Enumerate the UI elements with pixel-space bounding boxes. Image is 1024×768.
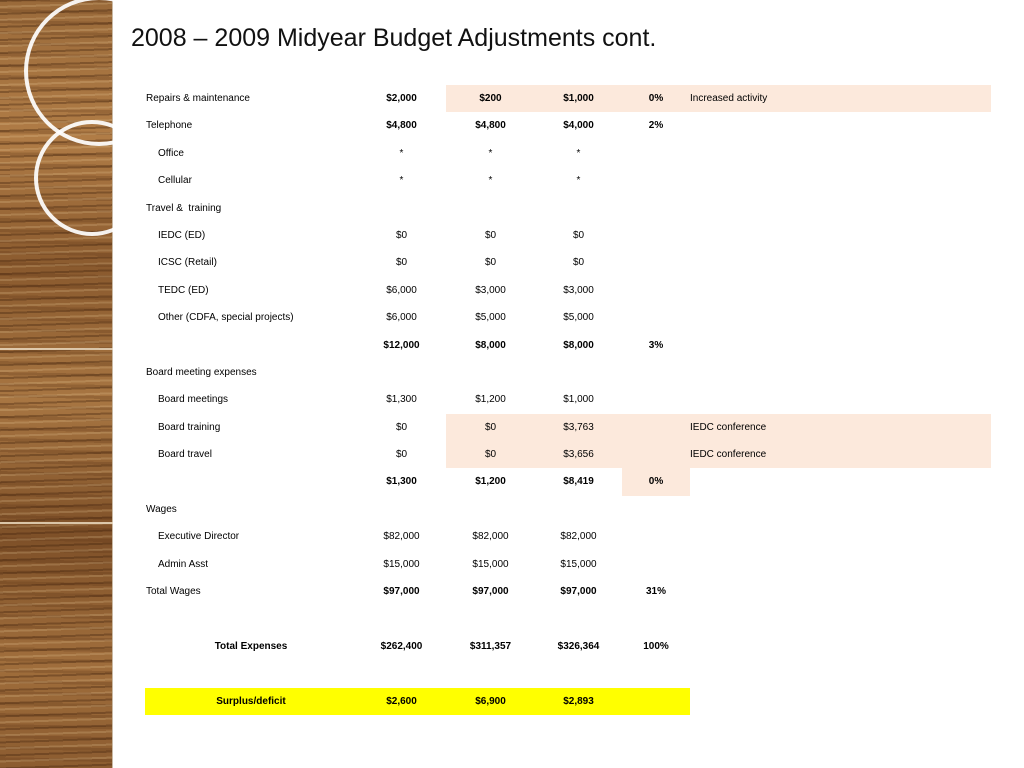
percent-cell [622, 551, 690, 578]
subtotal-row [145, 468, 991, 495]
value-col3: $97,000 [560, 586, 597, 598]
row-label: Surplus/deficit [145, 688, 357, 715]
subtotal-row [145, 332, 991, 359]
value-col2: $15,000 [472, 558, 509, 570]
table-row [145, 359, 991, 386]
value-col2: $200 [446, 85, 535, 112]
value-col3: $8,000 [563, 339, 594, 351]
note-cell [690, 332, 991, 359]
value-col2: $311,357 [469, 640, 512, 652]
value-col1: $0 [395, 257, 408, 269]
note-cell [690, 551, 991, 578]
row-label: Wages [146, 503, 177, 515]
row-label: Admin Asst [158, 558, 209, 570]
row-label [145, 468, 357, 495]
table-row [145, 85, 991, 112]
value-col1 [357, 359, 446, 386]
row-label: Cellular [158, 175, 192, 187]
table-row [145, 195, 991, 222]
table-row [145, 277, 991, 304]
decorative-ring-small [34, 120, 150, 236]
note-cell: IEDC conference [690, 414, 991, 441]
note-cell [690, 496, 991, 523]
row-label: Board meeting expenses [146, 366, 257, 378]
value-col2: $1,200 [475, 394, 506, 406]
note-cell [690, 304, 991, 331]
percent-cell [622, 167, 690, 194]
value-col1: $1,300 [386, 476, 417, 488]
note-cell [690, 468, 991, 495]
value-col3: $2,893 [535, 688, 622, 715]
value-col1: $6,000 [386, 312, 417, 324]
percent-cell [622, 140, 690, 167]
value-col2: $8,000 [475, 339, 506, 351]
note-cell [690, 140, 991, 167]
table-row [145, 414, 991, 441]
table-row [145, 386, 991, 413]
value-col2: $3,000 [475, 284, 506, 296]
value-col1: * [399, 147, 404, 159]
slide-title: 2008 – 2009 Midyear Budget Adjustments cont. [131, 24, 657, 52]
value-col1: $4,800 [386, 120, 417, 132]
table-row [145, 304, 991, 331]
value-col1 [357, 195, 446, 222]
value-col2: $4,800 [475, 120, 506, 132]
value-col3: $5,000 [563, 312, 594, 324]
value-col2: $0 [446, 441, 535, 468]
percent-cell [622, 688, 690, 715]
value-col1: $15,000 [383, 558, 420, 570]
value-col3: $3,000 [563, 284, 594, 296]
table-row [145, 441, 991, 468]
value-col2: $97,000 [472, 586, 509, 598]
row-label: Board meetings [158, 394, 229, 406]
value-col3: $326,364 [557, 640, 600, 652]
budget-table [145, 85, 991, 715]
note-cell [690, 222, 991, 249]
spacer-row [145, 605, 991, 632]
row-label: Total Expenses [214, 640, 288, 652]
value-col1: * [399, 175, 404, 187]
surplus-deficit-row [145, 688, 991, 715]
value-col2: * [488, 147, 493, 159]
value-col1: $0 [395, 449, 408, 461]
value-col3: $3,656 [535, 441, 622, 468]
value-col1: $97,000 [383, 586, 420, 598]
percent-cell [622, 195, 690, 222]
percent-cell [622, 277, 690, 304]
value-col1: $1,300 [386, 394, 417, 406]
row-label: Other (CDFA, special projects) [158, 312, 294, 324]
row-label: Total Wages [146, 586, 201, 598]
value-col3: $3,763 [535, 414, 622, 441]
percent-cell: 31% [645, 586, 666, 598]
table-row [145, 167, 991, 194]
note-cell [690, 523, 991, 550]
percent-cell [622, 386, 690, 413]
value-col1: $0 [395, 421, 408, 433]
percent-cell [622, 304, 690, 331]
row-label: Board training [158, 421, 221, 433]
value-col2: $0 [446, 414, 535, 441]
value-col2: $6,900 [446, 688, 535, 715]
value-col1: $2,000 [386, 93, 417, 104]
value-col2: $0 [484, 257, 497, 269]
table-row [145, 249, 991, 276]
row-label: Travel & training [146, 202, 222, 214]
table-row [145, 222, 991, 249]
table-row [145, 523, 991, 550]
row-label [145, 660, 357, 687]
note-cell [690, 249, 991, 276]
value-col2 [446, 496, 535, 523]
value-col1: $6,000 [386, 284, 417, 296]
note-cell [690, 633, 991, 660]
row-label [145, 605, 357, 632]
value-col2 [446, 359, 535, 386]
row-label: Telephone [146, 120, 193, 132]
row-label: Office [158, 147, 184, 159]
table-row [145, 551, 991, 578]
total-wages-row [145, 578, 991, 605]
row-label: TEDC (ED) [158, 284, 209, 296]
value-col3: $0 [572, 229, 585, 241]
row-label: ICSC (Retail) [158, 257, 217, 269]
row-label [145, 332, 357, 359]
note-cell [690, 112, 991, 139]
note-cell [690, 195, 991, 222]
value-col1: $12,000 [383, 339, 420, 351]
value-col1: $0 [395, 229, 408, 241]
value-col2: $1,200 [475, 476, 506, 488]
value-col2 [446, 195, 535, 222]
value-col3 [535, 359, 622, 386]
note-cell: IEDC conference [690, 441, 991, 468]
value-col1: $2,600 [357, 688, 446, 715]
value-col1: $82,000 [383, 531, 420, 543]
table-row [145, 112, 991, 139]
value-col3: $8,419 [563, 476, 594, 488]
plank-seam [0, 348, 113, 350]
total-expenses-row [145, 633, 991, 660]
value-col3: $4,000 [563, 120, 594, 132]
percent-cell: 0% [622, 468, 690, 495]
value-col3 [535, 496, 622, 523]
percent-cell [622, 249, 690, 276]
value-col2: $0 [484, 229, 497, 241]
percent-cell [622, 222, 690, 249]
percent-cell [622, 441, 690, 468]
percent-cell [622, 414, 690, 441]
value-col3: $0 [572, 257, 585, 269]
value-col3: $82,000 [560, 531, 597, 543]
note-cell [690, 578, 991, 605]
note-cell [690, 359, 991, 386]
value-col1 [357, 496, 446, 523]
value-col2: $82,000 [472, 531, 509, 543]
row-label: IEDC (ED) [158, 229, 206, 241]
percent-cell [622, 523, 690, 550]
value-col3: * [576, 175, 581, 187]
row-label: Executive Director [158, 531, 240, 543]
note-cell [690, 688, 991, 715]
row-label: Repairs & maintenance [146, 93, 250, 104]
value-col3 [535, 195, 622, 222]
value-col3: * [576, 147, 581, 159]
spacer-row [145, 660, 991, 687]
note-cell [690, 167, 991, 194]
value-col1: $262,400 [380, 640, 423, 652]
percent-cell [622, 359, 690, 386]
value-col3: $15,000 [560, 558, 597, 570]
value-col2: * [488, 175, 493, 187]
table-row [145, 496, 991, 523]
note-cell [690, 277, 991, 304]
table-row [145, 140, 991, 167]
percent-cell: 2% [648, 120, 664, 132]
value-col2: $5,000 [475, 312, 506, 324]
note-cell: Increased activity [690, 85, 991, 112]
percent-cell: 3% [648, 339, 664, 351]
value-col3: $1,000 [535, 85, 622, 112]
percent-cell: 0% [622, 85, 690, 112]
note-cell [690, 386, 991, 413]
plank-seam [0, 522, 113, 524]
value-col3: $1,000 [563, 394, 594, 406]
row-label: Board travel [158, 449, 212, 461]
percent-cell: 100% [643, 640, 669, 652]
percent-cell [622, 496, 690, 523]
